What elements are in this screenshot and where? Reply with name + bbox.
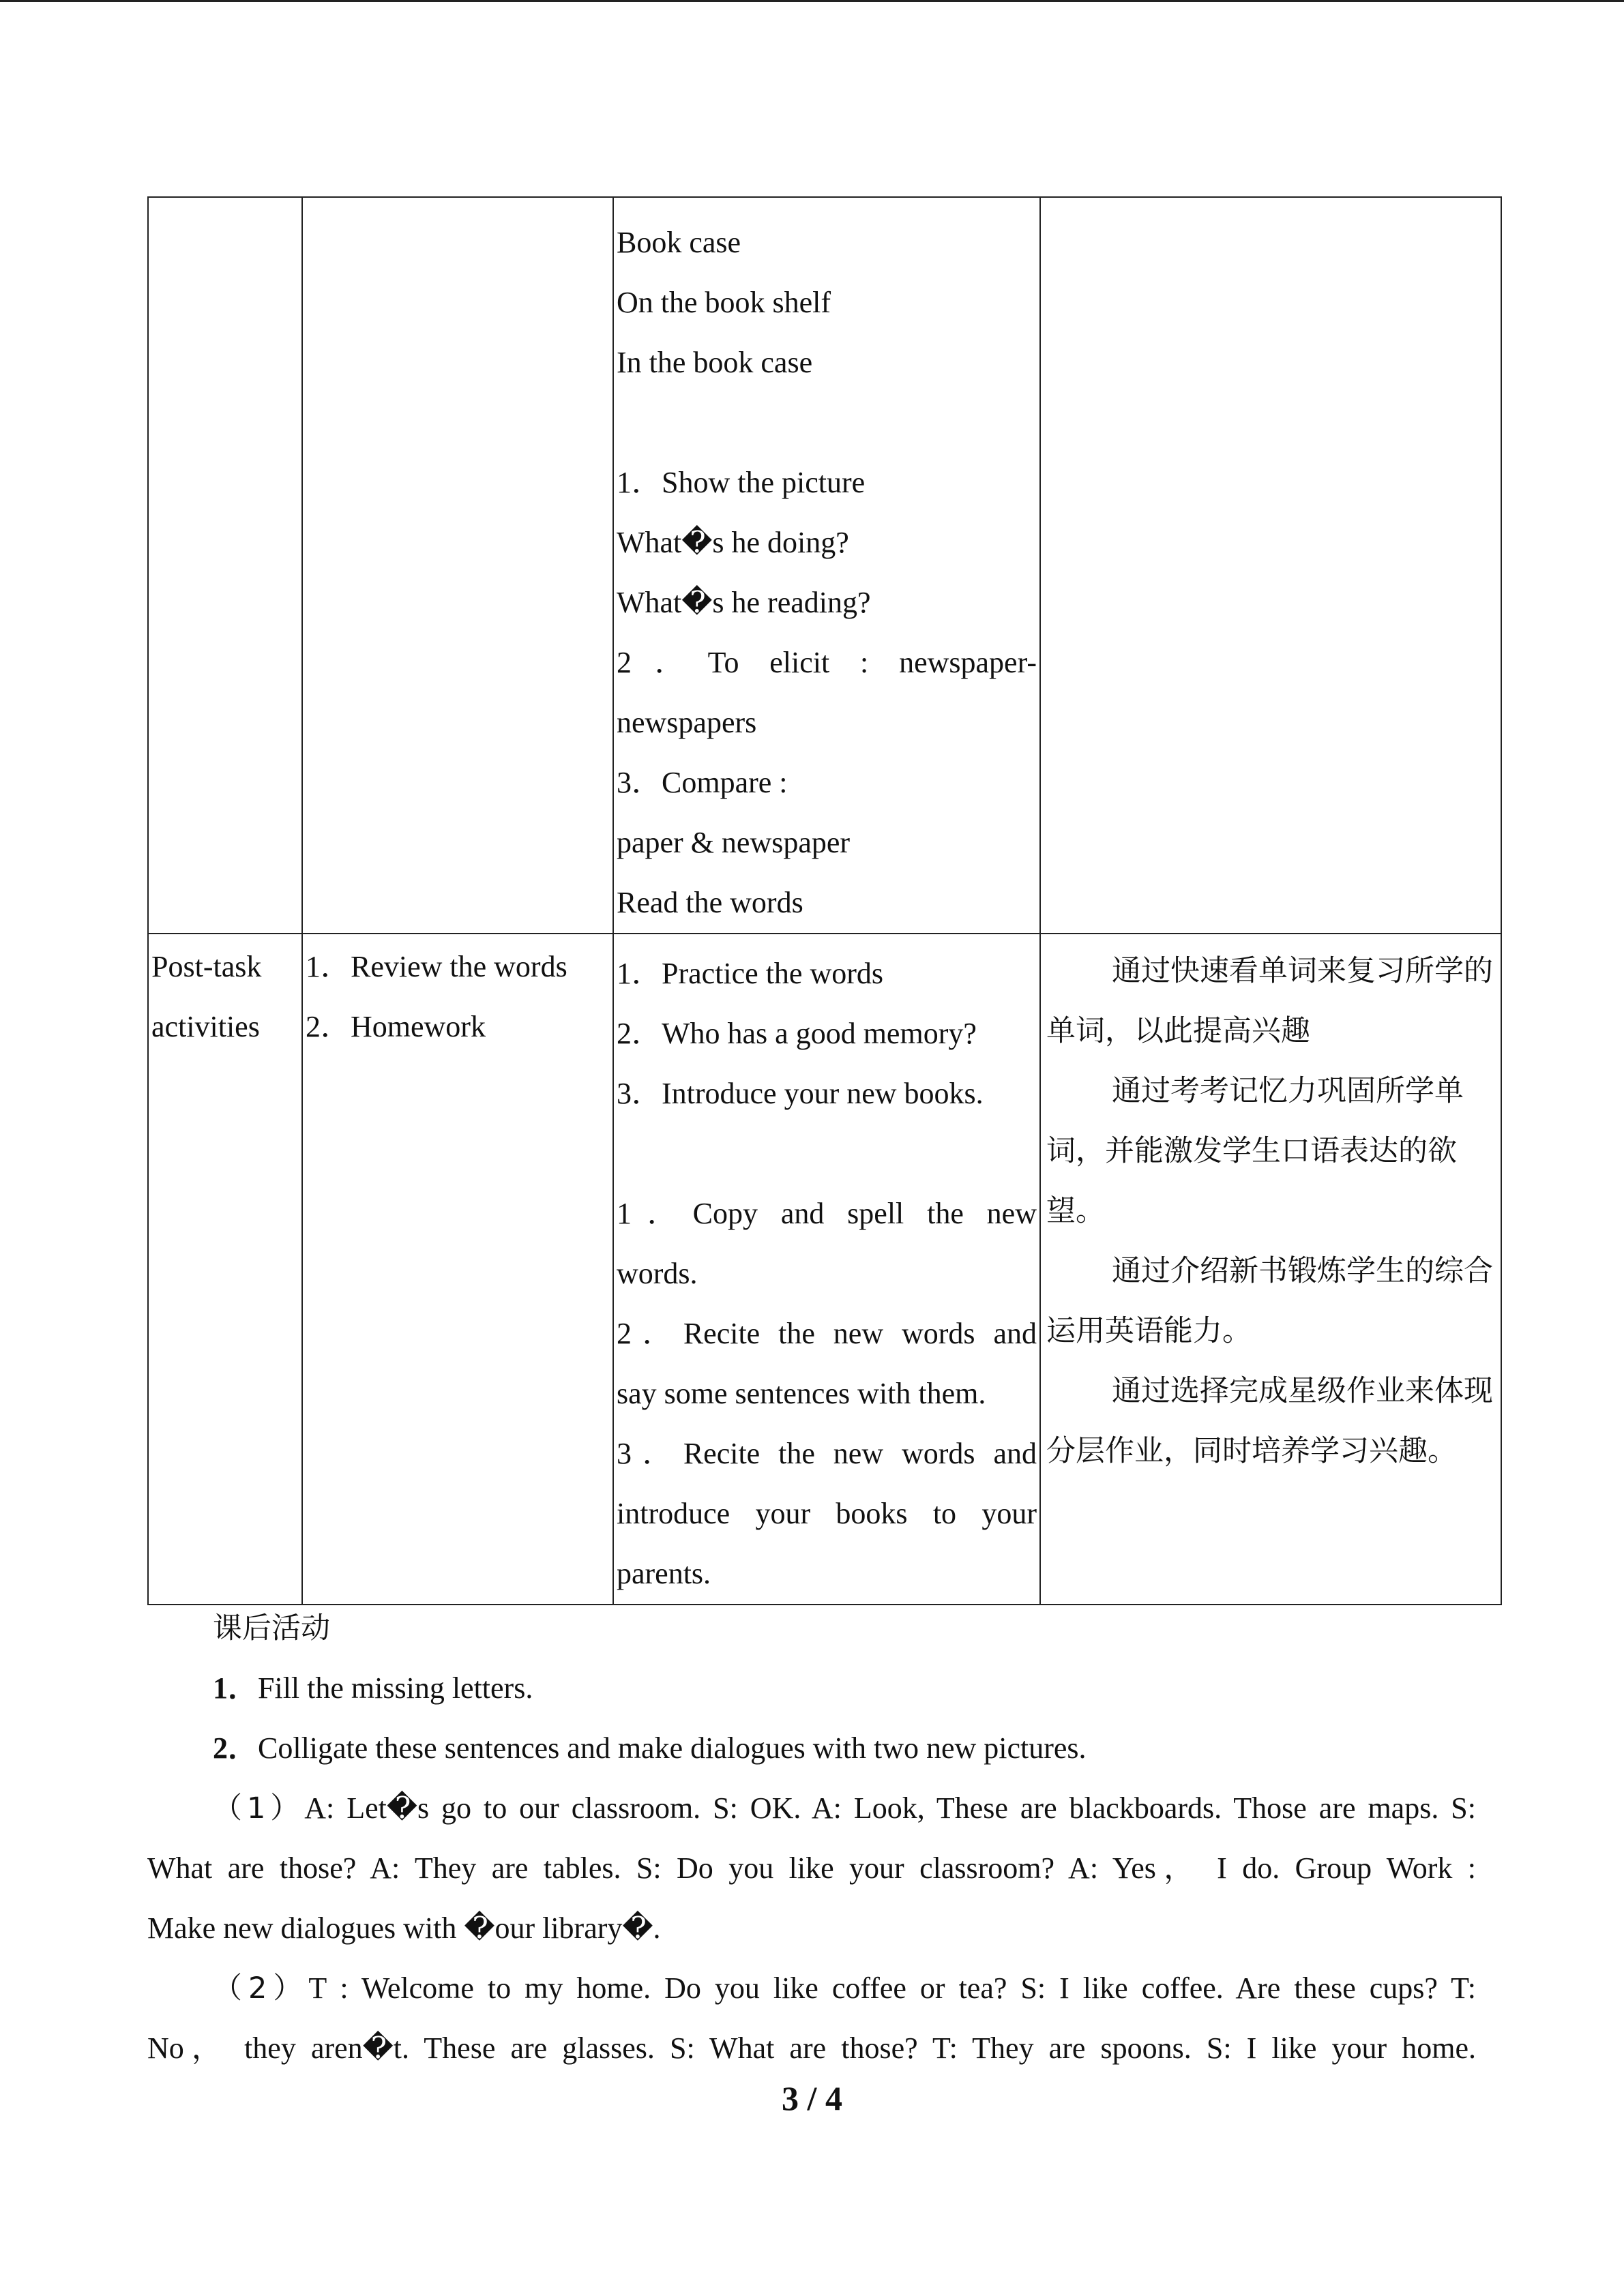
purpose-paragraph: 通过考考记忆力巩固所学单词，并能激发学生口语表达的欲望。 — [1046, 1074, 1464, 1228]
procedure-cell — [613, 197, 1040, 934]
procedure-line: 2．Recite the new words and — [617, 1317, 1037, 1350]
stage-cell — [148, 934, 302, 1605]
stage-label: activities — [151, 1010, 260, 1043]
procedure-line: On the book shelf — [617, 286, 831, 319]
stage-label: Post-task — [151, 950, 262, 983]
procedure-line: say some sentences with them. — [617, 1377, 986, 1410]
list-item: 2．Colligate these sentences and make dialogues with two new pictures. — [213, 1731, 1087, 1765]
section-heading: 课后活动 — [213, 1611, 330, 1645]
procedure-line — [617, 393, 1037, 453]
page-top-border — [0, 0, 1624, 2]
purpose-paragraph: 通过选择完成星级作业来体现分层作业，同时培养学习兴趣。 — [1046, 1374, 1493, 1468]
procedure-line: 3．Recite the new words and — [617, 1437, 1037, 1470]
lesson-plan-table — [147, 196, 1502, 1605]
purpose-cell — [1040, 197, 1501, 934]
dialogue-line: Make new dialogues with �our library�. — [147, 1911, 661, 1945]
dialogue-line: （2）T : Welcome to my home. Do you like coffee or tea? S: I like coffee. Are these cups? T: — [213, 1971, 1477, 2006]
procedure-line: 1．Copy and spell the new — [617, 1197, 1037, 1230]
table-row — [148, 197, 1501, 934]
table-row — [148, 934, 1501, 1605]
procedure-line: 2．To elicit : newspaper- — [617, 646, 1037, 679]
purpose-paragraph: 通过介绍新书锻炼学生的综合运用英语能力。 — [1046, 1254, 1493, 1348]
procedure-line: newspapers — [617, 706, 757, 739]
procedure-line: introduce your books to your — [617, 1497, 1037, 1530]
procedure-line: 3．Introduce your new books. — [617, 1077, 984, 1110]
activity-cell — [302, 934, 613, 1605]
page-number: 3 / 4 — [782, 2079, 842, 2117]
procedure-line: Read the words — [617, 886, 803, 919]
purpose-cell — [1040, 934, 1501, 1605]
procedure-line: 3．Compare : — [617, 766, 788, 799]
procedure-line: words. — [617, 1257, 698, 1290]
procedure-line: What�s he doing? — [617, 526, 849, 559]
activity-item: 1．Review the words — [306, 950, 567, 983]
dialogue-line: What are those? A: They are tables. S: Do you like your classroom? A: Yes， I do. Group Work : — [147, 1851, 1476, 1885]
list-item: 1．Fill the missing letters. — [213, 1671, 533, 1705]
activity-item: 2．Homework — [306, 1010, 486, 1043]
procedure-line: 2．Who has a good memory? — [617, 1017, 977, 1050]
procedure-line: paper & newspaper — [617, 826, 851, 859]
dialogue-line: （1）A: Let�s go to our classroom. S: OK. A: Look, These are blackboards. Those are maps. S: — [213, 1791, 1476, 1825]
procedure-line: What�s he reading? — [617, 586, 871, 619]
procedure-cell — [613, 934, 1040, 1605]
procedure-line: Book case — [617, 226, 741, 259]
after-class-section — [147, 1598, 1476, 2078]
dialogue-line: No， they aren�t. These are glasses. S: What are those? T: They are spoons. S: I like your home. — [147, 2031, 1476, 2065]
stage-cell — [148, 197, 302, 934]
procedure-line: 1．Practice the words — [617, 957, 883, 990]
procedure-line: 1．Show the picture — [617, 466, 866, 499]
activity-cell — [302, 197, 613, 934]
procedure-line: In the book case — [617, 346, 813, 379]
purpose-paragraph: 通过快速看单词来复习所学的单词，以此提高兴趣 — [1046, 954, 1493, 1048]
procedure-line: parents. — [617, 1557, 711, 1590]
procedure-line — [617, 1124, 1037, 1184]
